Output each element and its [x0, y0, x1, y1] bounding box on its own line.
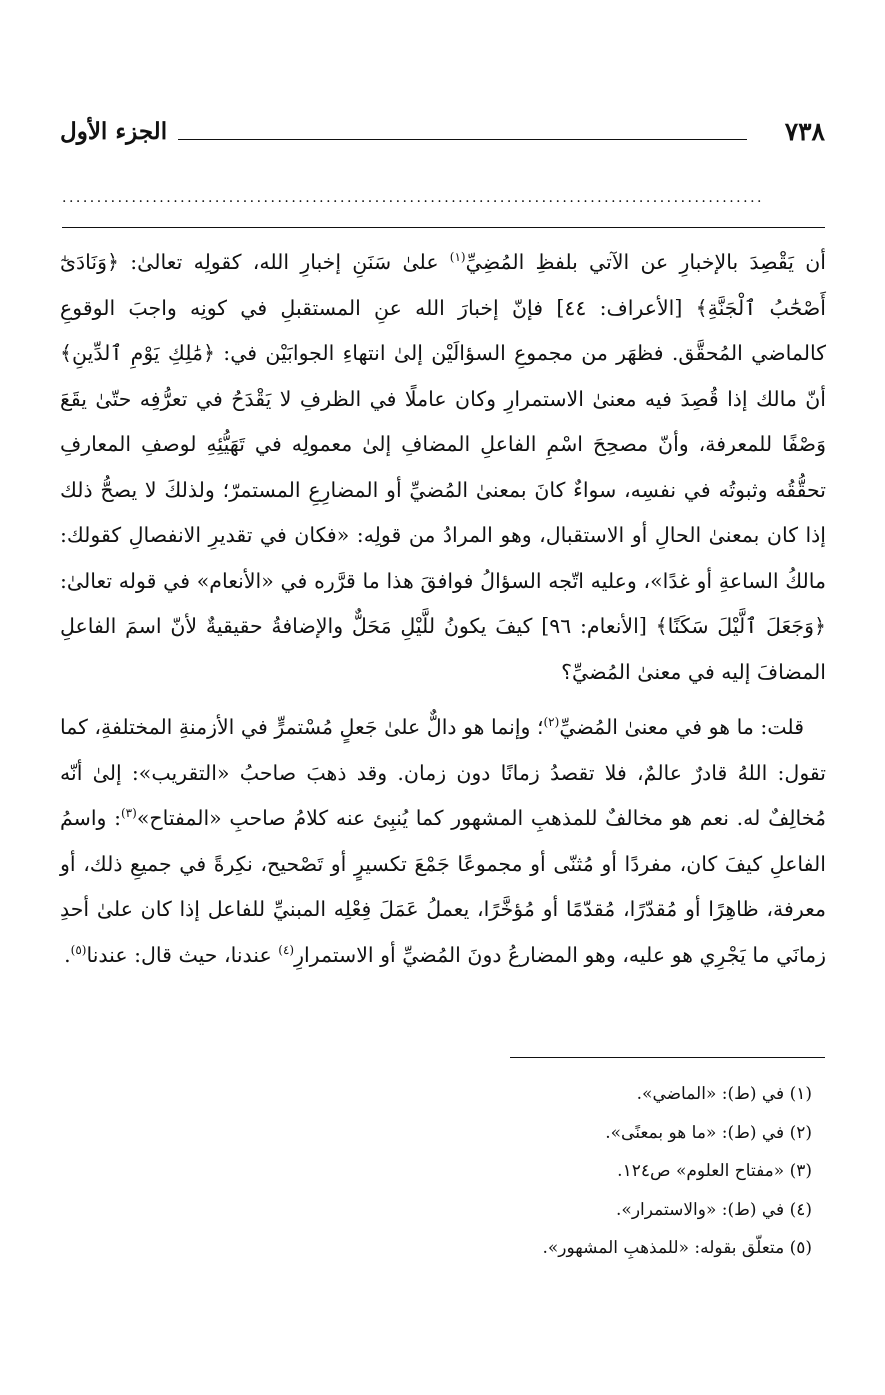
paragraph-2-text-e: . [64, 942, 71, 967]
footnote-item: (١) في (ط): «الماضي». [636, 1084, 812, 1104]
paragraph [60, 705, 826, 978]
paragraph-1-text-a: أن يَقْصِدَ بالإخبارِ عن الآتي بلفظِ المُضِيِّ [465, 250, 826, 274]
footnote-item: (٢) في (ط): «ما هو بمعنًى». [605, 1122, 812, 1143]
footnote-ref-4[interactable]: (٤) [278, 942, 295, 957]
paragraph [60, 240, 826, 695]
paragraph-2-text-a: قلت: ما هو في معنىٰ المُضيِّ [559, 715, 804, 739]
paragraph-2-text-b: ؛ وإنما هو دالٌّ علىٰ جَعلٍ مُسْتمرٍّ في الأزمنةِ المختلفةِ، كما تقول: اللهُ قادرٌ عالمٌ، فلا تقصدُ زمانًا دون زمان. وقد ذهبَ صاحبُ «التقريب»: إلىٰ أنّه مُخالِفٌ له. نعم هو مخالفٌ للمذهبِ المشهور كما يُنبِئ عنه كلامُ صاحبِ «المفتاح» [60, 715, 826, 830]
footnote-rule [510, 1057, 825, 1058]
footnotes-list [60, 1075, 812, 1268]
paragraph-2-text-c: : واسمُ الفاعلِ كيفَ كان، مفردًا أو مُثنّى أو مجموعًا جَمْعَ تكسيرٍ أو تَصْحيح، نكِرةً في جميعِ ذلك، أو معرفة، ظاهِرًا أو مُقدّرًا، مُقدّمًا أو مُؤخَّرًا، يعملُ عَمَلَ فِعْلِه المبنيِّ للفاعل إذا كان علىٰ أحدِ زمانَي ما يَجْرِي هو عليه، وهو المضارعُ دونَ المُضيِّ أو الاستمرارِ [60, 806, 826, 967]
main-text [60, 240, 826, 978]
page-number: ٧٣٨ [784, 117, 825, 146]
footnote-item: (٣) «مفتاح العلوم» ص١٢٤. [617, 1161, 812, 1181]
footnote-ref-5[interactable]: (٥) [70, 942, 87, 957]
body-top-rule [62, 227, 825, 228]
paragraph-1-text-b: علىٰ سَنَنِ إخبارِ الله، كقولِه تعالىٰ: ﴿وَنَادَىٰٓ أَصْحَٰبُ ٱلْجَنَّةِ﴾ [الأعراف: ٤٤] فإنّ إخبارَ الله عنِ المستقبلِ في كونِه واجبَ الوقوعِ كالماضي المُحقَّق. فظهَر من مجموعِ السؤالَيْن إلىٰ انتهاءِ الجوابَيْن في: ﴿مَٰلِكِ يَوْمِ ٱلدِّينِ﴾ أنّ مالك إذا قُصِدَ فيه معنىٰ الاستمرارِ وكان عاملًا في الظرفِ لا يَقْدَحُ في تعرُّفِه حتّىٰ يقَعَ وَصْفًا للمعرفة، وأنّ مصحِحَ اسْمِ الفاعلِ المضافِ إلىٰ معمولِه في تَهَيُّئِهِ لوصفِ المعارفِ تحقُّقُه وثبوتُه في نفسِه، سواءٌ كانَ بمعنىٰ المُضيِّ أو المضارِعِ المستمرّ؛ ولذلكَ لا يصحُّ ذلك إذا كان بمعنىٰ الحالِ أو الاستقبال، وهو المرادُ من قولِه: «فكان في تقديرِ الانفصالِ كقولك: مالكُ الساعةِ أو غدًا»، وعليه اتّجه السؤالُ فوافقَ هذا ما قرَّره في «الأنعام» في قوله تعالىٰ: ﴿وَجَعَلَ ٱلَّيْلَ سَكَنًا﴾ [الأنعام: ٩٦] كيفَ يكونُ للَّيْلِ مَحَلٌّ والإضافةُ حقيقيةٌ لأنّ اسمَ الفاعلِ المضافَ إليه في معنىٰ المُضيِّ؟ [60, 250, 826, 684]
footnote-item: (٤) في (ط): «والاستمرار». [616, 1199, 812, 1220]
footnote-ref-3[interactable]: (٣) [120, 806, 137, 821]
footnote-item: (٥) متعلّق بقوله: «للمذهبِ المشهور». [542, 1238, 812, 1258]
part-title: الجزء الأول [60, 118, 168, 145]
running-header [60, 112, 825, 152]
footnote-ref-1[interactable]: (١) [449, 250, 466, 265]
footnote-ref-2[interactable]: (٢) [543, 715, 560, 730]
header-rule [178, 139, 747, 140]
dotted-separator: ..................................................................................................... [62, 190, 764, 206]
paragraph-2-text-d: عندنا، حيث قال: عندنا [86, 942, 279, 967]
